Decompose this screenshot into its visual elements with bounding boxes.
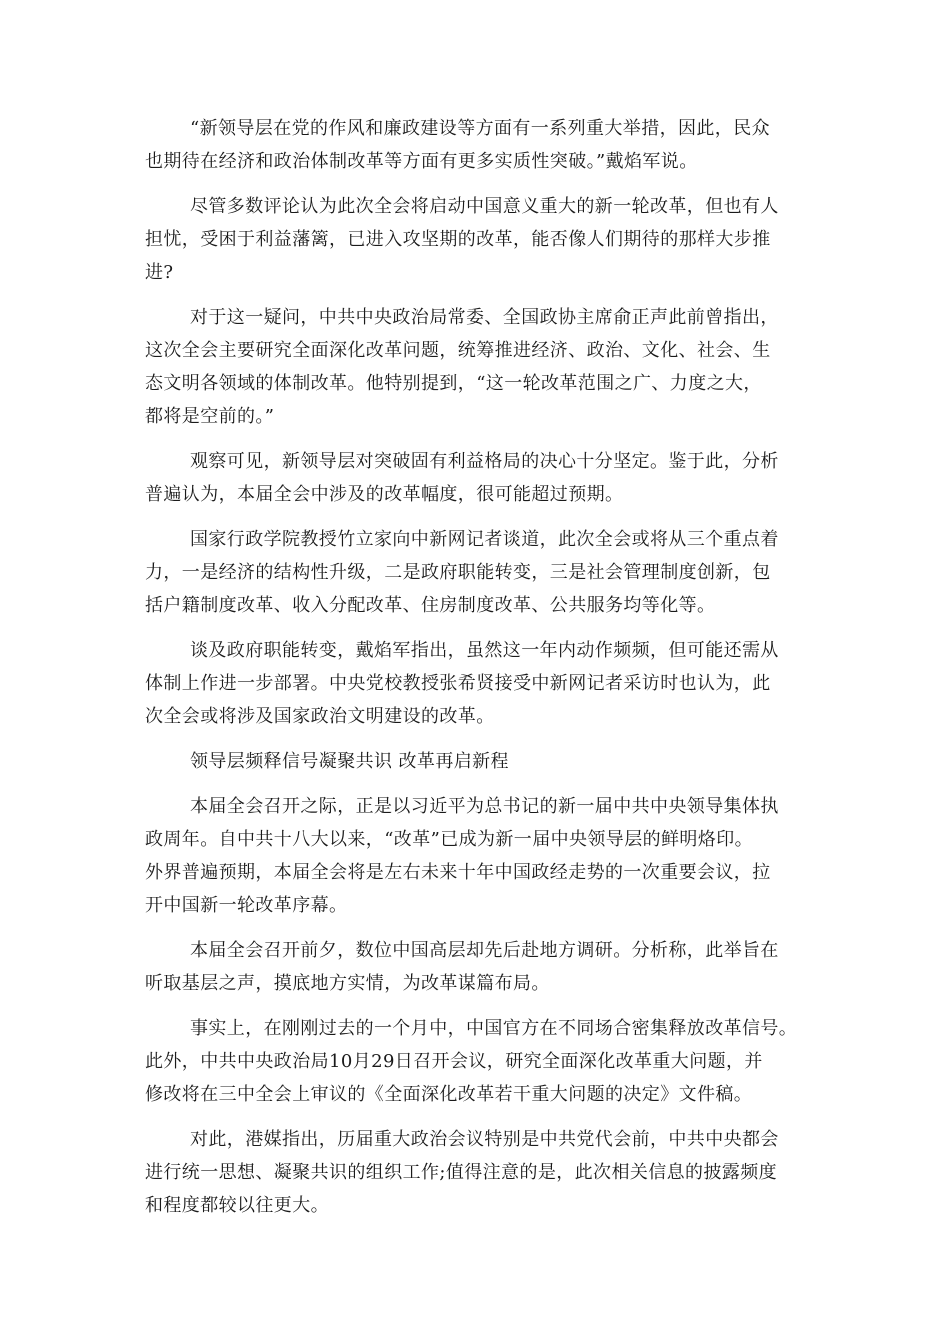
text-line: 普遍认为，本届全会中涉及的改革幅度，很可能超过预期。 (145, 484, 624, 505)
text-line: “新领导层在党的作风和廉政建设等方面有一系列重大举措，因此，民众 (190, 118, 770, 139)
text-line: 观察可见，新领导层对突破固有利益格局的决心十分坚定。鉴于此，分析 (190, 451, 779, 472)
text-line: 力，一是经济的结构性升级，二是政府职能转变，三是社会管理制度创新，包 (145, 562, 771, 583)
paragraph-1 (145, 112, 810, 178)
text-line: 也期待在经济和政治体制改革等方面有更多实质性突破。”戴焰军说。 (145, 151, 698, 172)
paragraph-10 (145, 1012, 810, 1111)
paragraph-9 (145, 934, 810, 1000)
text-line: 外界普遍预期，本届全会将是左右未来十年中国政经走势的一次重要会议，拉 (145, 862, 771, 883)
section-subheading (145, 745, 810, 778)
text-line: 此外，中共中央政治局10月29日召开会议，研究全面深化改革重大问题，并 (145, 1051, 763, 1072)
text-line: 本届全会召开前夕，数位中国高层却先后赴地方调研。分析称，此举旨在 (190, 940, 779, 961)
paragraph-6 (145, 634, 810, 733)
text-line: 次全会或将涉及国家政治文明建设的改革。 (145, 706, 495, 727)
text-line: 政周年。自中共十八大以来，“改革”已成为新一届中央领导层的鲜明烙印。 (145, 829, 754, 850)
paragraph-4 (145, 445, 810, 511)
paragraph-8 (145, 790, 810, 922)
text-line: 担忧，受困于利益藩篱，已进入攻坚期的改革，能否像人们期待的那样大步推 (145, 229, 771, 250)
paragraph-3 (145, 301, 810, 433)
text-line: 态文明各领域的体制改革。他特别提到，“这一轮改革范围之广、力度之大， (145, 373, 762, 394)
text-line: 对此，港媒指出，历届重大政治会议特别是中共党代会前，中共中央都会 (190, 1129, 779, 1150)
text-line: 修改将在三中全会上审议的《全面深化改革若干重大问题的决定》文件稿。 (145, 1084, 753, 1105)
article-body (145, 112, 810, 1234)
paragraph-5 (145, 523, 810, 622)
text-line: 都将是空前的。” (145, 406, 275, 427)
subheading-text: 领导层频释信号凝聚共识 改革再启新程 (190, 751, 509, 772)
text-line: 体制上作进一步部署。中央党校教授张希贤接受中新网记者采访时也认为，此 (145, 673, 771, 694)
text-line: 括户籍制度改革、收入分配改革、住房制度改革、公共服务均等化等。 (145, 595, 716, 616)
text-line: 听取基层之声，摸底地方实情，为改革谋篇布局。 (145, 973, 550, 994)
text-line: 国家行政学院教授竹立家向中新网记者谈道，此次全会或将从三个重点着 (190, 529, 779, 550)
text-line: 谈及政府职能转变，戴焰军指出，虽然这一年内动作频频，但可能还需从 (190, 640, 779, 661)
text-line: 这次全会主要研究全面深化改革问题，统筹推进经济、政治、文化、社会、生 (145, 340, 771, 361)
text-line: 尽管多数评论认为此次全会将启动中国意义重大的新一轮改革，但也有人 (190, 196, 779, 217)
paragraph-11 (145, 1123, 810, 1222)
text-line: 开中国新一轮改革序幕。 (145, 895, 348, 916)
text-line: 进行统一思想、凝聚共识的组织工作;值得注意的是，此次相关信息的披露频度 (145, 1162, 778, 1183)
text-line: 对于这一疑问，中共中央政治局常委、全国政协主席俞正声此前曾指出， (190, 307, 779, 328)
text-line: 和程度都较以往更大。 (145, 1195, 329, 1216)
paragraph-2 (145, 190, 810, 289)
text-line: 本届全会召开之际，正是以习近平为总书记的新一届中共中央领导集体执 (190, 796, 779, 817)
text-line: 进? (145, 262, 174, 283)
text-line: 事实上，在刚刚过去的一个月中，中国官方在不同场合密集释放改革信号。 (190, 1018, 798, 1039)
